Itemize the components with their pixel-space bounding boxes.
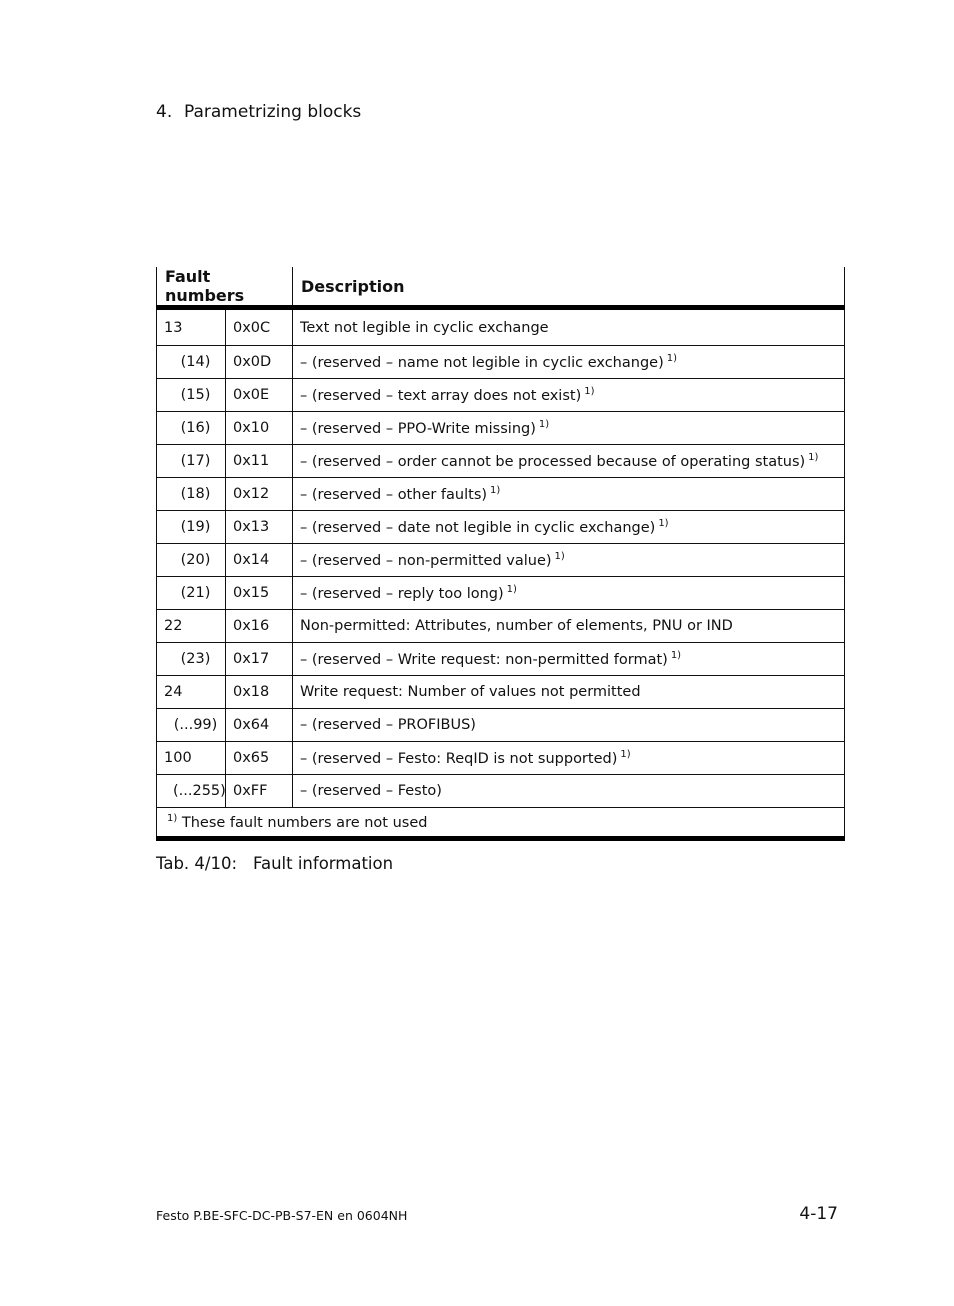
header-description: Description <box>293 267 845 308</box>
fault-number-decimal: 13 <box>157 308 226 346</box>
header-fault-numbers: Fault numbers <box>157 267 293 308</box>
footer-doc-id: Festo P.BE-SFC-DC-PB-S7-EN en 0604NH <box>156 1208 408 1223</box>
section-title: Parametrizing blocks <box>184 102 362 122</box>
table-row <box>157 544 845 577</box>
fault-number-hex: 0x16 <box>226 610 293 643</box>
fault-number-decimal: (16) <box>157 412 226 445</box>
fault-number-hex: 0xFF <box>226 775 293 808</box>
fault-number-decimal: (18) <box>157 478 226 511</box>
footnote-reference: 1) <box>808 452 819 463</box>
table-row <box>157 643 845 676</box>
fault-number-decimal: (20) <box>157 544 226 577</box>
fault-description-text: – (reserved – PROFIBUS) <box>300 717 476 733</box>
table-row <box>157 511 845 544</box>
table-row <box>157 676 845 709</box>
fault-description-text: – (reserved – Festo: ReqID is not supported) <box>300 751 618 767</box>
fault-description-text: – (reserved – order cannot be processed because of operating status) <box>300 454 806 470</box>
fault-number-decimal: (...99) <box>157 709 226 742</box>
fault-description <box>293 308 845 346</box>
fault-description-text: – (reserved – date not legible in cyclic exchange) <box>300 520 656 536</box>
table-row <box>157 742 845 775</box>
table-row <box>157 445 845 478</box>
fault-description-text: – (reserved – non-permitted value) <box>300 553 552 569</box>
fault-description-text: Write request: Number of values not permitted <box>300 684 641 700</box>
footnote-cell <box>157 808 845 839</box>
footnote-reference: 1) <box>670 650 682 661</box>
fault-description <box>293 379 845 412</box>
fault-number-decimal: 24 <box>157 676 226 709</box>
fault-number-decimal: (14) <box>157 346 226 379</box>
table-row <box>157 379 845 412</box>
table-row <box>157 412 845 445</box>
caption-label: Tab. 4/10: <box>156 854 238 873</box>
footnote-reference: 1) <box>538 419 550 430</box>
fault-number-decimal: (19) <box>157 511 226 544</box>
fault-number-decimal: (17) <box>157 445 226 478</box>
fault-number-decimal: (...255) <box>157 775 226 808</box>
footnote-reference: 1) <box>490 485 501 496</box>
fault-description <box>293 346 845 379</box>
fault-description-text: Non-permitted: Attributes, number of elements, PNU or IND <box>300 618 733 634</box>
fault-number-decimal: (23) <box>157 643 226 676</box>
fault-description-text: Text not legible in cyclic exchange <box>300 319 549 336</box>
table-caption <box>156 854 393 873</box>
fault-number-hex: 0x0E <box>226 379 293 412</box>
fault-number-hex: 0x15 <box>226 577 293 610</box>
table-row <box>157 308 845 346</box>
section-number: 4. <box>156 102 173 122</box>
fault-number-hex: 0x65 <box>226 742 293 775</box>
fault-number-hex: 0x17 <box>226 643 293 676</box>
fault-number-decimal: (21) <box>157 577 226 610</box>
fault-number-hex: 0x0D <box>226 346 293 379</box>
fault-description-text: – (reserved – text array does not exist) <box>300 388 582 404</box>
fault-number-decimal: (15) <box>157 379 226 412</box>
footnote-reference: 1) <box>658 518 669 529</box>
footnote-reference: 1) <box>554 551 565 562</box>
fault-description <box>293 775 845 808</box>
fault-description-text: – (reserved – reply too long) <box>300 586 504 602</box>
table-row <box>157 478 845 511</box>
fault-number-hex: 0x0C <box>226 308 293 346</box>
caption-text: Fault information <box>253 854 394 873</box>
fault-table <box>156 267 845 841</box>
table-row <box>157 610 845 643</box>
fault-description <box>293 577 845 610</box>
table-row <box>157 577 845 610</box>
fault-description <box>293 445 845 478</box>
fault-description-text: – (reserved – Write request: non-permitted format) <box>300 652 668 668</box>
footnote-text: These fault numbers are not used <box>181 815 428 831</box>
footnote-reference: 1) <box>584 386 595 397</box>
footnote-reference: 1) <box>666 353 677 364</box>
table-row <box>157 346 845 379</box>
fault-description-text: – (reserved – other faults) <box>300 487 488 503</box>
footnote-reference: 1) <box>620 749 631 760</box>
fault-description-text: – (reserved – name not legible in cyclic exchange) <box>300 355 664 371</box>
fault-description <box>293 643 845 676</box>
footnote-row <box>157 808 845 839</box>
fault-description <box>293 544 845 577</box>
fault-number-hex: 0x64 <box>226 709 293 742</box>
fault-number-hex: 0x11 <box>226 445 293 478</box>
footnote-reference: 1) <box>506 584 517 595</box>
fault-description <box>293 676 845 709</box>
fault-number-hex: 0x14 <box>226 544 293 577</box>
table-header-row <box>157 267 845 308</box>
fault-number-decimal: 100 <box>157 742 226 775</box>
fault-number-hex: 0x10 <box>226 412 293 445</box>
fault-description <box>293 478 845 511</box>
fault-description <box>293 709 845 742</box>
fault-description-text: – (reserved – PPO-Write missing) <box>300 421 536 437</box>
fault-number-hex: 0x13 <box>226 511 293 544</box>
table-row <box>157 709 845 742</box>
fault-description <box>293 610 845 643</box>
fault-description <box>293 742 845 775</box>
footnote-mark: 1) <box>167 813 178 824</box>
fault-number-hex: 0x18 <box>226 676 293 709</box>
fault-number-decimal: 22 <box>157 610 226 643</box>
section-heading <box>156 102 361 122</box>
page-number: 4-17 <box>799 1204 838 1224</box>
fault-description <box>293 412 845 445</box>
fault-description <box>293 511 845 544</box>
fault-number-hex: 0x12 <box>226 478 293 511</box>
fault-description-text: – (reserved – Festo) <box>300 783 442 799</box>
fault-rows <box>157 308 845 808</box>
table-row <box>157 775 845 808</box>
